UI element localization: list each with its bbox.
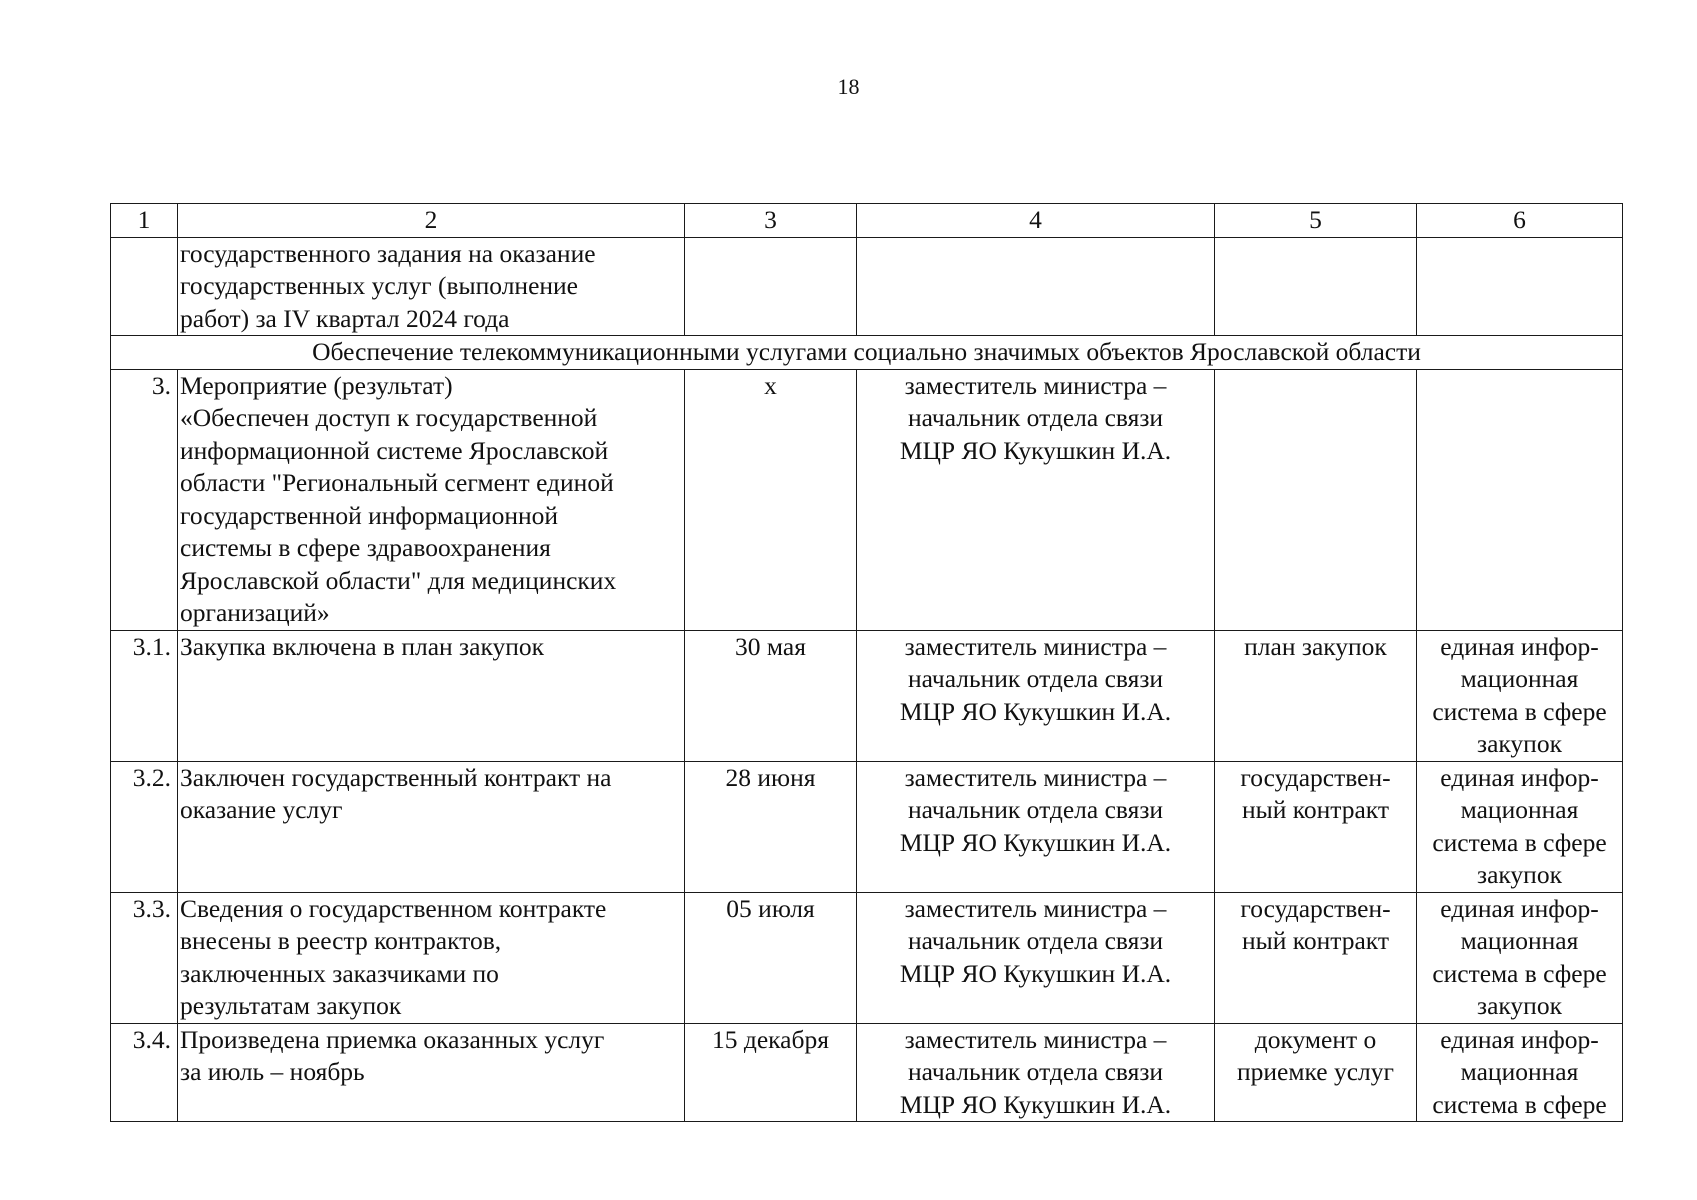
row-system-line: закупок [1477, 860, 1562, 889]
row-description-line: результатам закупок [180, 991, 402, 1020]
row-document [1215, 630, 1417, 761]
header-cell: 5 [1215, 204, 1417, 238]
continuation-row [111, 237, 1623, 336]
row-system-line: единая инфор- [1440, 631, 1599, 661]
row-description-line: государственной информационной [180, 500, 559, 530]
row-description-line: Произведена приемка оказанных услуг [180, 1024, 605, 1054]
row-description-line: за июль – ноябрь [180, 1057, 365, 1086]
row-system [1417, 369, 1623, 630]
row-description-line: оказание услуг [180, 795, 343, 824]
row-responsible-line: заместитель министра – [904, 1024, 1167, 1054]
row-system-line: мационная [1460, 664, 1579, 693]
row-document [1215, 1023, 1417, 1122]
row-description-line: Ярославской области" для медицинских [180, 565, 617, 595]
row-responsible [857, 369, 1215, 630]
row-responsible-line: заместитель министра – [904, 631, 1167, 661]
row-description-line: «Обеспечен доступ к государственной [180, 403, 598, 432]
row-document [1215, 237, 1417, 336]
row-date [685, 237, 857, 336]
row-responsible-line: заместитель министра – [904, 370, 1167, 400]
header-cell: 3 [685, 204, 857, 238]
table-row [111, 1023, 1623, 1122]
row-responsible [857, 1023, 1215, 1122]
row-system [1417, 630, 1623, 761]
row-document-line: государствен- [1240, 762, 1391, 792]
table-row [111, 369, 1623, 630]
row-number: 3. [111, 369, 178, 630]
row-responsible-line: начальник отдела связи [907, 795, 1164, 824]
row-responsible [857, 237, 1215, 336]
row-description [178, 630, 685, 761]
section-title: Обеспечение телекоммуникационными услугами социально значимых объектов Ярославской области [111, 336, 1623, 370]
row-system-line: система в сфере [1432, 1089, 1607, 1119]
row-system-line: система в сфере [1432, 958, 1607, 988]
row-number: 3.2. [111, 761, 178, 892]
row-document-line: документ о [1254, 1024, 1377, 1054]
row-responsible [857, 630, 1215, 761]
row-system-line: единая инфор- [1440, 762, 1599, 792]
row-description-line: организаций» [180, 598, 330, 627]
row-system [1417, 1023, 1623, 1122]
header-cell: 4 [857, 204, 1215, 238]
header-cell: 6 [1417, 204, 1623, 238]
row-system-line: закупок [1477, 729, 1562, 758]
row-document-line: ный контракт [1241, 926, 1389, 955]
row-description-line: Заключен государственный контракт на [180, 762, 612, 792]
row-description-line: Мероприятие (результат) [180, 370, 453, 400]
row-description [178, 761, 685, 892]
row-number [111, 237, 178, 336]
row-date: 15 декабря [685, 1023, 857, 1122]
row-system-line: единая инфор- [1440, 1024, 1599, 1054]
description-line: государственного задания на оказание [180, 238, 596, 268]
row-description [178, 892, 685, 1023]
row-description-line: области "Региональный сегмент единой [180, 468, 614, 497]
row-description [178, 1023, 685, 1122]
plan-table [110, 203, 1623, 1122]
row-number: 3.3. [111, 892, 178, 1023]
row-description-line: системы в сфере здравоохранения [180, 533, 551, 562]
description-line: работ) за IV квартал 2024 года [180, 303, 510, 333]
row-document [1215, 761, 1417, 892]
row-system-line: система в сфере [1432, 696, 1607, 726]
row-responsible-line: МЦР ЯО Кукушкин И.А. [899, 827, 1172, 857]
row-description-line: Закупка включена в план закупок [180, 631, 545, 661]
row-system [1417, 892, 1623, 1023]
table-row [111, 630, 1623, 761]
row-document-line: приемке услуг [1237, 1057, 1394, 1086]
row-responsible-line: МЦР ЯО Кукушкин И.А. [899, 435, 1172, 465]
row-description-line: информационной системе Ярославской [180, 435, 609, 465]
row-document-line: государствен- [1240, 893, 1391, 923]
row-system-line: мационная [1460, 795, 1579, 824]
row-system [1417, 237, 1623, 336]
row-system-line: мационная [1460, 1057, 1579, 1086]
table-row [111, 761, 1623, 892]
row-system-line: система в сфере [1432, 827, 1607, 857]
row-document [1215, 892, 1417, 1023]
row-document [1215, 369, 1417, 630]
row-date: 30 мая [685, 630, 857, 761]
row-description-line: заключенных заказчиками по [180, 958, 499, 988]
row-description [178, 369, 685, 630]
header-cell: 2 [178, 204, 685, 238]
row-system-line: мационная [1460, 926, 1579, 955]
row-number: 3.4. [111, 1023, 178, 1122]
row-responsible [857, 761, 1215, 892]
row-system-line: единая инфор- [1440, 893, 1599, 923]
row-responsible-line: начальник отдела связи [907, 1057, 1164, 1086]
header-cell: 1 [111, 204, 178, 238]
row-system-line: закупок [1477, 991, 1562, 1020]
row-responsible [857, 892, 1215, 1023]
section-title-row [111, 336, 1623, 370]
row-document-line: план закупок [1244, 631, 1387, 661]
row-responsible-line: заместитель министра – [904, 762, 1167, 792]
row-responsible-line: начальник отдела связи [907, 664, 1164, 693]
page-number: 18 [837, 74, 860, 99]
description-line: государственных услуг (выполнение [180, 271, 579, 300]
row-number: 3.1. [111, 630, 178, 761]
row-responsible-line: МЦР ЯО Кукушкин И.А. [899, 696, 1172, 726]
table-row [111, 892, 1623, 1023]
row-date: 28 июня [685, 761, 857, 892]
row-date: х [685, 369, 857, 630]
row-description [178, 237, 685, 336]
row-responsible-line: МЦР ЯО Кукушкин И.А. [899, 1089, 1172, 1119]
row-document-line: ный контракт [1241, 795, 1389, 824]
row-responsible-line: МЦР ЯО Кукушкин И.А. [899, 958, 1172, 988]
row-date: 05 июля [685, 892, 857, 1023]
row-description-line: внесены в реестр контрактов, [180, 926, 502, 955]
table-header-row [111, 204, 1623, 238]
row-description-line: Сведения о государственном контракте [180, 893, 607, 923]
row-responsible-line: начальник отдела связи [907, 926, 1164, 955]
row-system [1417, 761, 1623, 892]
row-responsible-line: начальник отдела связи [907, 403, 1164, 432]
row-responsible-line: заместитель министра – [904, 893, 1167, 923]
